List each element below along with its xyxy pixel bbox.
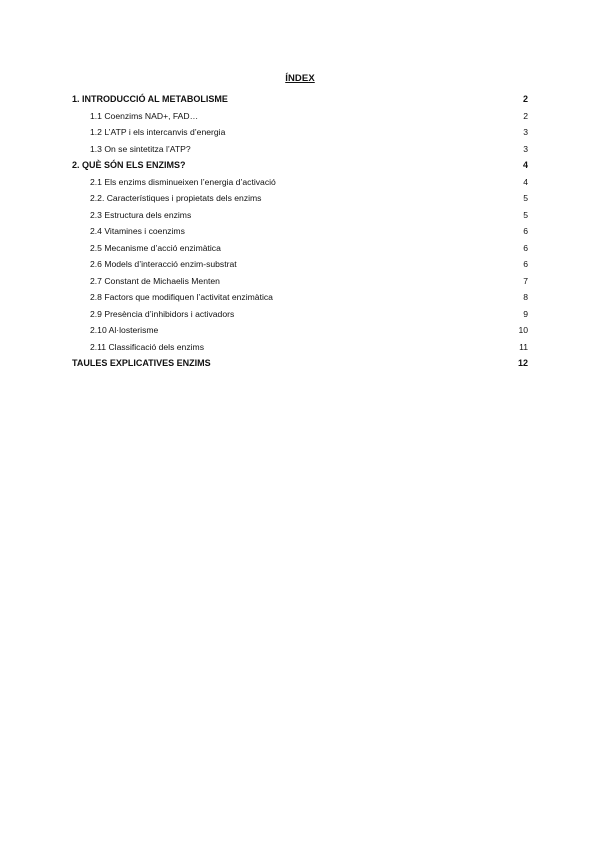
toc-entry-label: 2.7 Constant de Michaelis Menten — [90, 275, 220, 286]
toc-entry-page: 6 — [523, 226, 528, 236]
toc-entry[interactable] — [72, 108, 528, 125]
toc-entry-page: 3 — [523, 127, 528, 137]
toc-entry-label: 1.3 On se sintetitza l’ATP? — [90, 143, 191, 154]
toc-entry-page: 5 — [523, 209, 528, 220]
toc-entry-page: 10 — [518, 325, 528, 335]
toc-entry-label: 2.1 Els enzims disminueixen l’energia d’activació — [90, 176, 276, 187]
toc-entry-page: 3 — [523, 143, 528, 154]
toc-entry-label: 2.5 Mecanisme d’acció enzimàtica — [90, 242, 221, 253]
toc-entry-page: 8 — [523, 292, 528, 302]
toc-entry[interactable] — [72, 207, 528, 224]
toc-entry[interactable] — [72, 289, 528, 306]
toc-entry[interactable] — [72, 223, 528, 240]
toc-entry[interactable] — [72, 124, 528, 141]
toc-entry[interactable] — [72, 174, 528, 191]
toc-entry-label: 2.10 Al·losterisme — [90, 325, 159, 335]
toc-entry-label: 2.2. Característiques i propietats dels enzims — [90, 193, 262, 203]
toc-entry-page: 2 — [523, 110, 528, 121]
toc-entry-page: 2 — [522, 94, 528, 104]
toc-entry-page: 7 — [523, 275, 528, 286]
toc-entry-page: 6 — [523, 259, 528, 269]
toc-entry[interactable] — [72, 240, 528, 257]
toc-entry[interactable] — [72, 141, 528, 158]
toc-entry-label: 1. INTRODUCCIÓ AL METABOLISME — [72, 94, 228, 104]
toc-entry[interactable] — [72, 355, 528, 372]
toc-entry[interactable] — [72, 190, 528, 207]
toc-entry[interactable] — [72, 157, 528, 174]
toc-entry-page: 11 — [519, 341, 528, 352]
toc-entry-label: 2. QUÈ SÓN ELS ENZIMS? — [72, 160, 186, 170]
toc-entry-label: TAULES EXPLICATIVES ENZIMS — [72, 358, 211, 368]
toc-entry[interactable] — [72, 306, 528, 323]
toc-entry[interactable] — [72, 273, 528, 290]
toc-entry-page: 4 — [523, 176, 528, 187]
toc-entry-label: 2.4 Vitamines i coenzims — [90, 226, 185, 236]
toc-entry-label: 1.2 L’ATP i els intercanvis d’energia — [90, 127, 226, 137]
toc-entry-label: 1.1 Coenzims NAD+, FAD… — [90, 110, 199, 121]
toc-entry-page: 5 — [523, 193, 528, 203]
toc-entry-page: 12 — [517, 358, 528, 368]
toc-entry[interactable] — [72, 322, 528, 339]
toc-entry-page: 9 — [523, 308, 528, 319]
toc-entry-label: 2.11 Classificació dels enzims — [90, 341, 204, 352]
toc-entry-label: 2.6 Models d’interacció enzim-substrat — [90, 259, 237, 269]
toc-entry-label: 2.9 Presència d’inhibidors i activadors — [90, 308, 235, 319]
toc-entry-page: 6 — [523, 242, 528, 253]
toc-entry-label: 2.8 Factors que modifiquen l’activitat enzimàtica — [90, 292, 273, 302]
table-of-contents — [72, 91, 528, 372]
toc-entry[interactable] — [72, 91, 528, 108]
toc-entry-page: 4 — [522, 160, 528, 170]
toc-entry[interactable] — [72, 339, 528, 356]
page-title: ÍNDEX — [285, 73, 315, 84]
toc-entry-label: 2.3 Estructura dels enzims — [90, 209, 192, 220]
toc-entry[interactable] — [72, 256, 528, 273]
